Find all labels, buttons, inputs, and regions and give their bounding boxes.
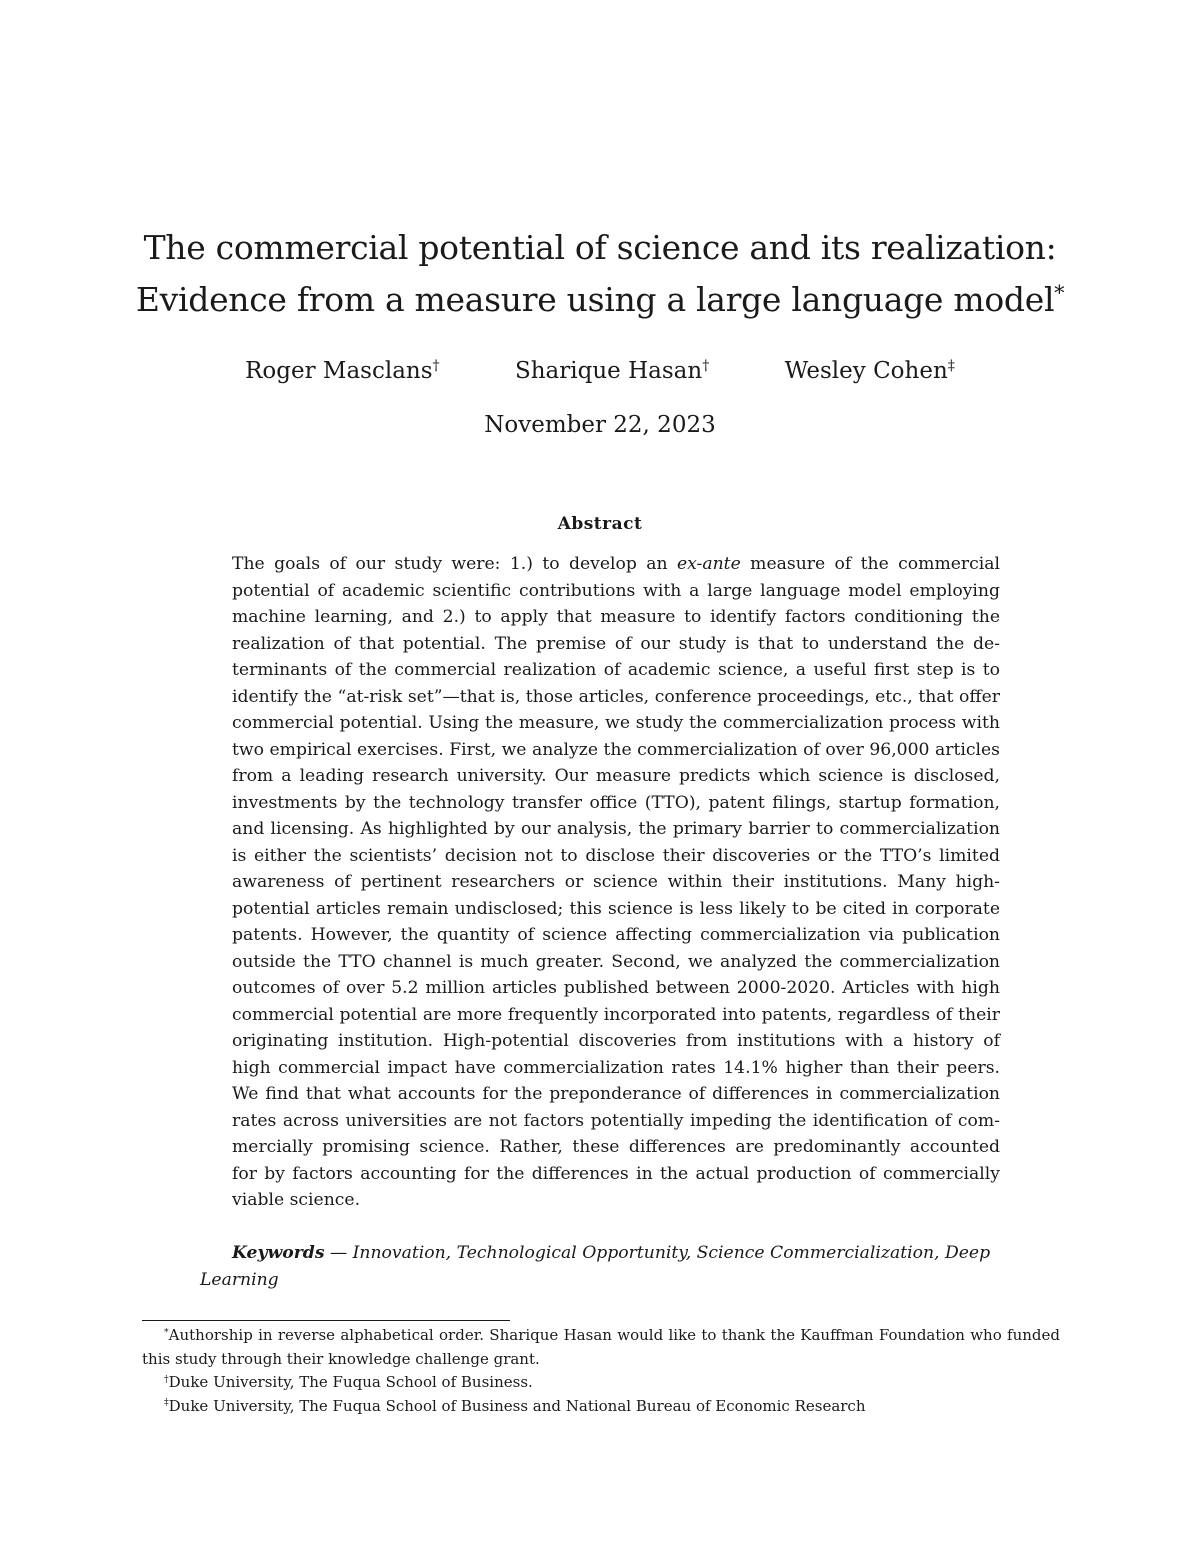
author-affiliation-mark: ‡ — [947, 358, 955, 375]
abstract-line: for by factors accounting for the differences in the actual production of commercially — [232, 1163, 1000, 1184]
abstract-line: identify the “at-risk set”—that is, those articles, conference proceedings, etc., that offer — [232, 686, 1000, 707]
keywords-text: Innovation, Technological Opportunity, Science Commercialization, Deep Learning — [200, 1243, 991, 1290]
title-footnote-mark: * — [1054, 280, 1065, 305]
abstract-line: commercial potential are more frequently incorporated into patents, regardless of their — [232, 1004, 1000, 1025]
footnote-mark: * — [164, 1326, 169, 1338]
abstract-line: realization of that potential. The premise of our study is that to understand the de- — [232, 633, 1000, 654]
abstract-line: We find that what accounts for the preponderance of differences in commercialization — [232, 1084, 1000, 1104]
abstract-line: commercial potential. Using the measure, we study the commercialization process with — [232, 713, 1000, 733]
author-affiliation-mark: † — [702, 358, 710, 375]
abstract-line: machine learning, and 2.) to apply that measure to identify factors conditioning the — [232, 607, 1000, 627]
keywords — [200, 1240, 1000, 1293]
abstract-heading: Abstract — [557, 514, 643, 534]
abstract-line: from a leading research university. Our measure predicts which science is disclosed, — [232, 766, 1000, 786]
footnote-mark: ‡ — [164, 1397, 169, 1409]
footnote-2 — [142, 1371, 1060, 1395]
author-affiliation-mark: † — [432, 358, 440, 375]
abstract-line: terminants of the commercial realization of academic science, a useful first step is to — [232, 660, 1000, 680]
title-line-2 — [0, 274, 1200, 326]
author-1 — [245, 356, 440, 386]
footnote-rule — [142, 1320, 510, 1321]
abstract-line: high commercial impact have commercialization rates 14.1% higher than their peers. — [232, 1057, 1000, 1078]
footnotes — [142, 1324, 1060, 1418]
abstract-line-end: measure of the commercial — [740, 554, 1000, 574]
abstract-line: rates across universities are not factors potentially impeding the identification of com- — [232, 1110, 1000, 1131]
abstract-line: patents. However, the quantity of science affecting commercialization via publication — [232, 925, 1000, 945]
abstract-line: is either the scientists’ decision not to disclose their discoveries or the TTO’s limited — [232, 845, 1000, 866]
footnote-3 — [142, 1395, 1060, 1419]
abstract-line: outside the TTO channel is much greater. Second, we analyzed the commercialization — [232, 951, 1000, 972]
author-list — [0, 356, 1200, 386]
keywords-dash: — — [324, 1243, 353, 1263]
author-3 — [785, 356, 955, 386]
abstract-body — [200, 551, 1000, 1214]
abstract-emphasis: ex-ante — [677, 554, 741, 574]
author-name: Sharique Hasan — [514, 358, 703, 384]
footnote-text: Authorship in reverse alphabetical order. Sharique Hasan would like to thank the Kauffman Foundation who funded this study through their knowledge challenge grant. — [142, 1326, 1060, 1368]
title-line-1: The commercial potential of science and its realization: — [143, 228, 1057, 267]
abstract-line: two empirical exercises. First, we analyze the commercialization of over 96,000 articles — [232, 739, 1000, 760]
footnote-text: Duke University, The Fuqua School of Business. — [168, 1373, 533, 1391]
abstract-line: viable science. — [232, 1190, 361, 1210]
publication-date: November 22, 2023 — [484, 412, 716, 438]
paper-title — [0, 222, 1200, 326]
abstract-line-start: The goals of our study were: 1.) to develop an — [232, 554, 677, 574]
author-2 — [515, 356, 709, 386]
abstract-line: outcomes of over 5.2 million articles published between 2000-2020. Articles with high — [232, 978, 1000, 998]
abstract-line: mercially promising science. Rather, these differences are predominantly accounted — [232, 1137, 1000, 1157]
abstract-line: originating institution. High-potential discoveries from institutions with a history of — [232, 1031, 1000, 1051]
title-line-2-text: Evidence from a measure using a large language model — [135, 280, 1055, 319]
abstract-line: and licensing. As highlighted by our analysis, the primary barrier to commercialization — [232, 819, 1000, 839]
author-name: Roger Masclans — [245, 358, 433, 384]
footnote-1 — [142, 1324, 1060, 1371]
abstract-line: potential of academic scientific contributions with a large language model employing — [232, 580, 1000, 601]
keywords-label: Keywords — [232, 1243, 325, 1263]
footnote-mark: † — [164, 1373, 169, 1385]
abstract-line — [200, 551, 1000, 578]
abstract-line: potential articles remain undisclosed; this science is less likely to be cited in corporate — [232, 898, 1000, 919]
author-name: Wesley Cohen — [784, 358, 948, 384]
footnote-text: Duke University, The Fuqua School of Business and National Bureau of Economic Research — [168, 1396, 866, 1415]
abstract-line: awareness of pertinent researchers or science within their institutions. Many high- — [232, 872, 1000, 892]
abstract-line: investments by the technology transfer office (TTO), patent filings, startup formation, — [232, 792, 1000, 813]
